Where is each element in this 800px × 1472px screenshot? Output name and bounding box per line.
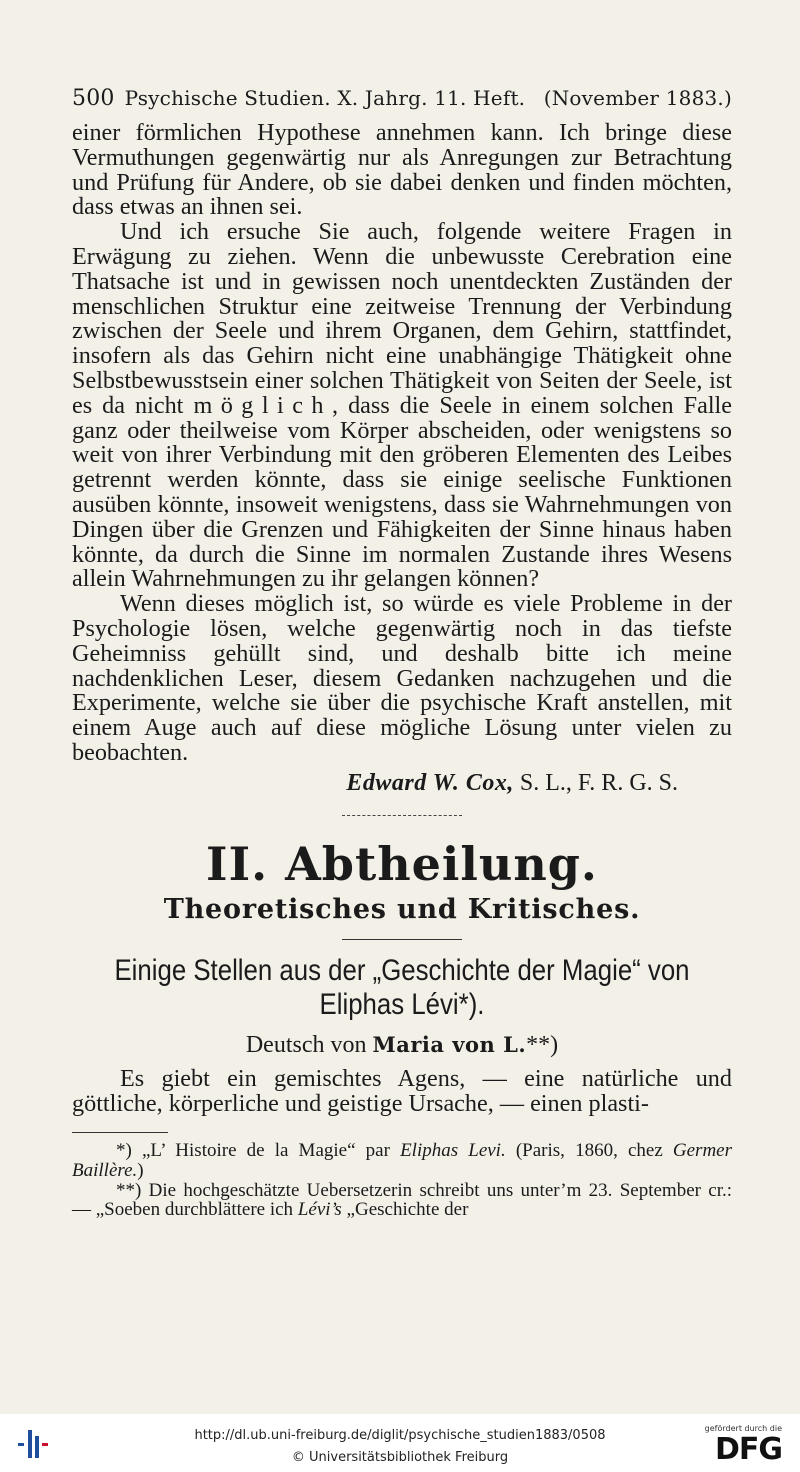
footnote-1-publisher: Germer Baillère. <box>72 1140 732 1181</box>
footnote-2-text-a: **) Die hochgeschätzte Uebersetzerin schreibt uns unter’m 23. September cr.: — „Soeben durchblättere ich <box>72 1179 732 1221</box>
paragraph-conclusion: Wenn dieses möglich ist, so würde es viele Probleme in der Psychologie lösen, welche gegenwärtig noch in das tiefste Geheimniss gehüllt sind, und deshalb bitte ich meine nachdenklichen Leser, diesem Gedanken nachzugehen und die Experimente, welche sie über die psychische Kraft anstellen, mit einem Auge auch auf diese mögliche Lösung unter vielen zu beobachten. <box>72 590 732 766</box>
running-header <box>72 86 732 111</box>
dfg-caption: gefördert durch die <box>704 1424 782 1433</box>
footnote-1 <box>72 1141 732 1180</box>
dfg-logo-text: DFG <box>714 1432 782 1467</box>
archive-url-link[interactable]: http://dl.ub.uni-freiburg.de/diglit/psychische_studien1883/0508 <box>194 1428 606 1443</box>
separator-rule <box>342 815 462 816</box>
paragraph-continuation: einer förmlichen Hypothese annehmen kann. Ich bringe diese Vermuthungen gegenwärtig nur als Anregungen zur Betrachtung und Prüfung für Andere, ob sie dabei denken und finden möchten, dass etwas an ihnen sei. <box>72 119 732 221</box>
archive-copyright: © Universitätsbibliothek Freiburg <box>291 1450 509 1465</box>
running-title: Psychische Studien. X. Jahrg. 11. Heft. <box>124 86 526 110</box>
section-rule <box>342 939 462 940</box>
signature-name: Edward W. Cox, <box>346 769 514 796</box>
paragraph-questions-part1: Und ich ersuche Sie auch, folgende weitere Fragen in Erwägung zu ziehen. Wenn die unbewusste Cerebration eine Thatsache ist und in gewissen noch unentdeckten Zuständen der menschlichen Struktur eine zeitweise Trennung der Verbindung zwischen der Seele und ihrem Organen, dem Gehirn, stattfindet, insofern als das Gehirn nicht eine unabhängige Thätigkeit ohne Selbstbewusstsein einer solchen Thätigkeit von Seiten der Seele, ist es da nicht <box>72 218 732 419</box>
article-title: Einige Stellen aus der „Geschichte der Magie“ von Eliphas Lévi*). <box>114 953 690 1021</box>
body-text-article <box>72 1064 732 1117</box>
document-page <box>72 86 732 1220</box>
footnote-rule <box>72 1132 168 1133</box>
article-opening-paragraph: Es giebt ein gemischtes Agens, — eine natürliche und göttliche, körperliche und geistige Ursache, — einen plasti- <box>72 1064 732 1117</box>
section-heading: II. Abtheilung. <box>206 836 598 891</box>
dfg-logo <box>700 1418 792 1468</box>
footnote-2-text-b: „Geschichte der <box>346 1199 469 1221</box>
footnote-1-text-b: (Paris, 1860, chez <box>515 1140 663 1162</box>
paragraph-questions-part2: , dass die Seele in einem solchen Falle ganz oder theilweise vom Körper abscheiden, oder wenigstens so weit von ihrer Verbindung mit den gröberen Elementen des Leibes getrennt werden könnte, dass sie einige seelische Funktionen ausüben könnte, insoweit wenigstens, dass sie Wahrnehmungen von Dingen über die Grenzen und Fähigkeiten der Sinne hinaus haben könnte, da durch die Sinne im normalen Zustande ihres Wesens allein Wahrnehmungen zu ihr gelangen können? <box>72 391 732 593</box>
footnote-1-text-a: *) „L’ Histoire de la Magie“ par <box>116 1140 390 1162</box>
page-number: 500 <box>72 86 115 111</box>
archive-footer-bar <box>0 1414 800 1472</box>
translator-line <box>72 1032 732 1059</box>
signature-credentials: S. L., F. R. G. S. <box>519 769 678 796</box>
body-text-upper <box>72 121 732 766</box>
footnote-2 <box>72 1181 732 1220</box>
footnote-1-author: Eliphas Levi. <box>400 1140 506 1162</box>
footnotes <box>72 1141 732 1219</box>
translator-name: Maria von L. <box>372 1031 527 1057</box>
footnote-2-name: Lévi’s <box>297 1199 342 1221</box>
paragraph-questions <box>72 220 732 592</box>
author-signature <box>72 770 732 797</box>
emphasis-moeglich: möglich <box>193 391 332 419</box>
footnote-1-text-c: ) <box>137 1159 144 1181</box>
translator-prefix: Deutsch von <box>245 1031 367 1058</box>
issue-date: (November 1883.) <box>543 86 732 110</box>
section-subheading: Theoretisches und Kritisches. <box>163 893 641 925</box>
translator-footnote-mark: **) <box>526 1031 559 1058</box>
